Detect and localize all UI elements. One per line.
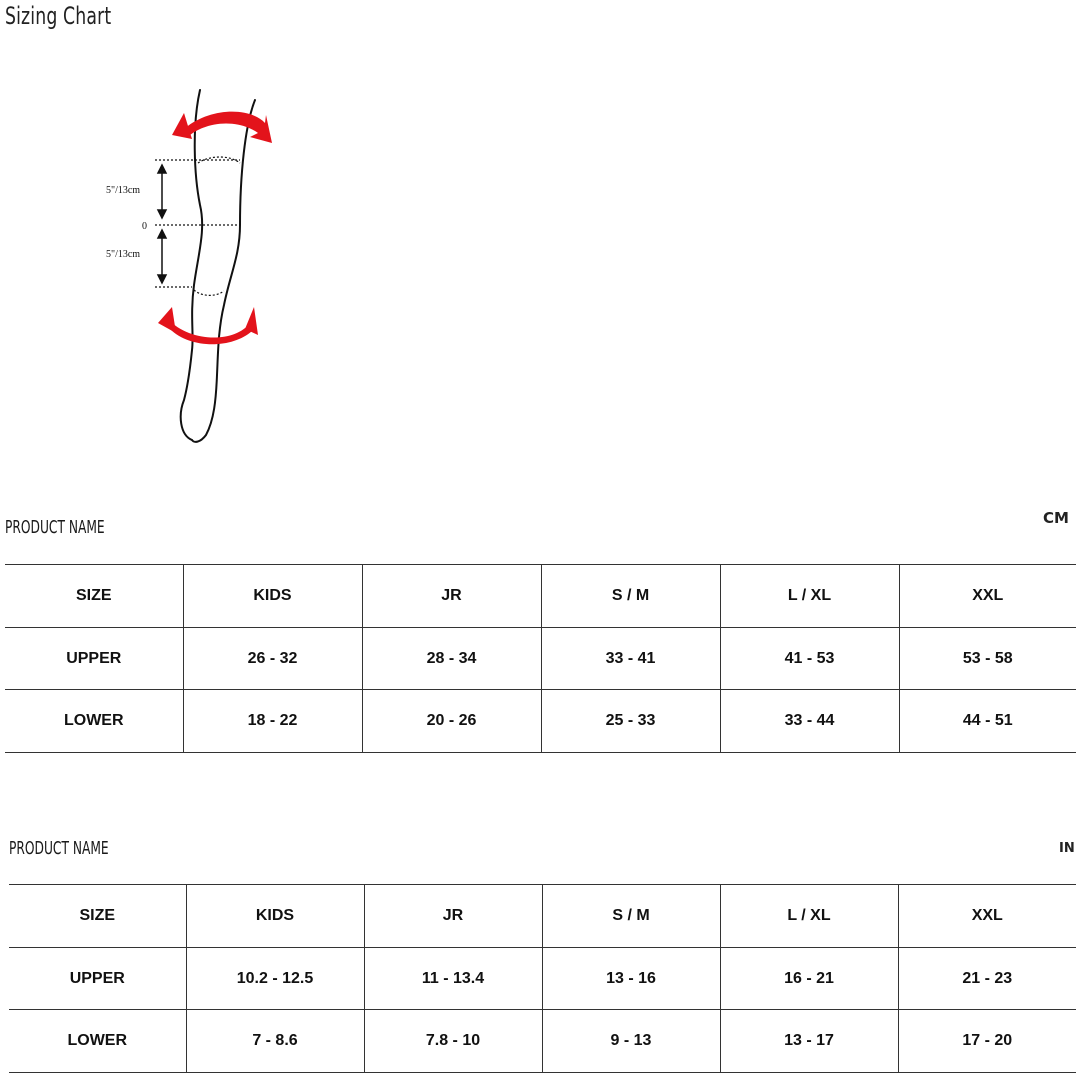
zero-label: 0: [142, 221, 147, 232]
calf-dotted-curve: [194, 290, 224, 295]
header-cell-kids: KIDS: [183, 565, 362, 628]
header-cell-xxl: XXL: [899, 565, 1076, 628]
table-cell: 7.8 - 10: [364, 1010, 542, 1073]
header-cell-sm: S / M: [542, 885, 720, 948]
product-name-in: PRODUCT NAME: [9, 838, 109, 859]
product-name-cm: PRODUCT NAME: [5, 517, 105, 538]
page-title: Sizing Chart: [5, 2, 112, 30]
header-cell-lxl: L / XL: [720, 565, 899, 628]
header-cell-jr: JR: [362, 565, 541, 628]
table-cell: 33 - 44: [720, 690, 899, 753]
size-table-in: [9, 884, 1076, 1073]
lower-circumference-arrow: [168, 319, 252, 344]
table-cell: 41 - 53: [720, 628, 899, 690]
upper-arrow-head-top: [158, 165, 166, 173]
upper-arrow-head-bottom: [158, 210, 166, 218]
row-label-lower: LOWER: [9, 1010, 186, 1073]
header-cell-kids: KIDS: [186, 885, 364, 948]
header-cell-jr: JR: [364, 885, 542, 948]
table-cell: 10.2 - 12.5: [186, 948, 364, 1010]
header-cell-size: SIZE: [5, 565, 183, 628]
table-cell: 28 - 34: [362, 628, 541, 690]
row-label-lower: LOWER: [5, 690, 183, 753]
leg-measurement-diagram: [100, 85, 280, 450]
size-table-cm: [5, 564, 1076, 753]
leg-outline-left: [181, 90, 202, 440]
lower-arrow-head-top: [158, 230, 166, 238]
table-cell: 7 - 8.6: [186, 1010, 364, 1073]
unit-label-cm: CM: [1043, 509, 1069, 527]
table-cell: 33 - 41: [541, 628, 720, 690]
table-cell: 20 - 26: [362, 690, 541, 753]
header-cell-xxl: XXL: [898, 885, 1076, 948]
table-cell: 17 - 20: [898, 1010, 1076, 1073]
table-cell: 21 - 23: [898, 948, 1076, 1010]
header-cell-lxl: L / XL: [720, 885, 898, 948]
leg-outline-right: [192, 100, 255, 442]
table-cell: 18 - 22: [183, 690, 362, 753]
table-cell: 26 - 32: [183, 628, 362, 690]
table-cell: 16 - 21: [720, 948, 898, 1010]
table-cell: 11 - 13.4: [364, 948, 542, 1010]
row-label-upper: UPPER: [5, 628, 183, 690]
table-cell: 9 - 13: [542, 1010, 720, 1073]
table-cell: 44 - 51: [899, 690, 1076, 753]
lower-measure-label: 5"/13cm: [106, 249, 141, 260]
unit-label-in: IN: [1059, 841, 1075, 856]
upper-measure-label: 5"/13cm: [106, 185, 141, 196]
lower-arrow-head-bottom: [158, 275, 166, 283]
table-cell: 13 - 16: [542, 948, 720, 1010]
header-cell-sm: S / M: [541, 565, 720, 628]
table-cell: 53 - 58: [899, 628, 1076, 690]
row-label-upper: UPPER: [9, 948, 186, 1010]
upper-circumference-arrow: [184, 112, 272, 143]
table-cell: 25 - 33: [541, 690, 720, 753]
table-cell: 13 - 17: [720, 1010, 898, 1073]
lower-arrow-left-head: [158, 307, 176, 333]
header-cell-size: SIZE: [9, 885, 186, 948]
